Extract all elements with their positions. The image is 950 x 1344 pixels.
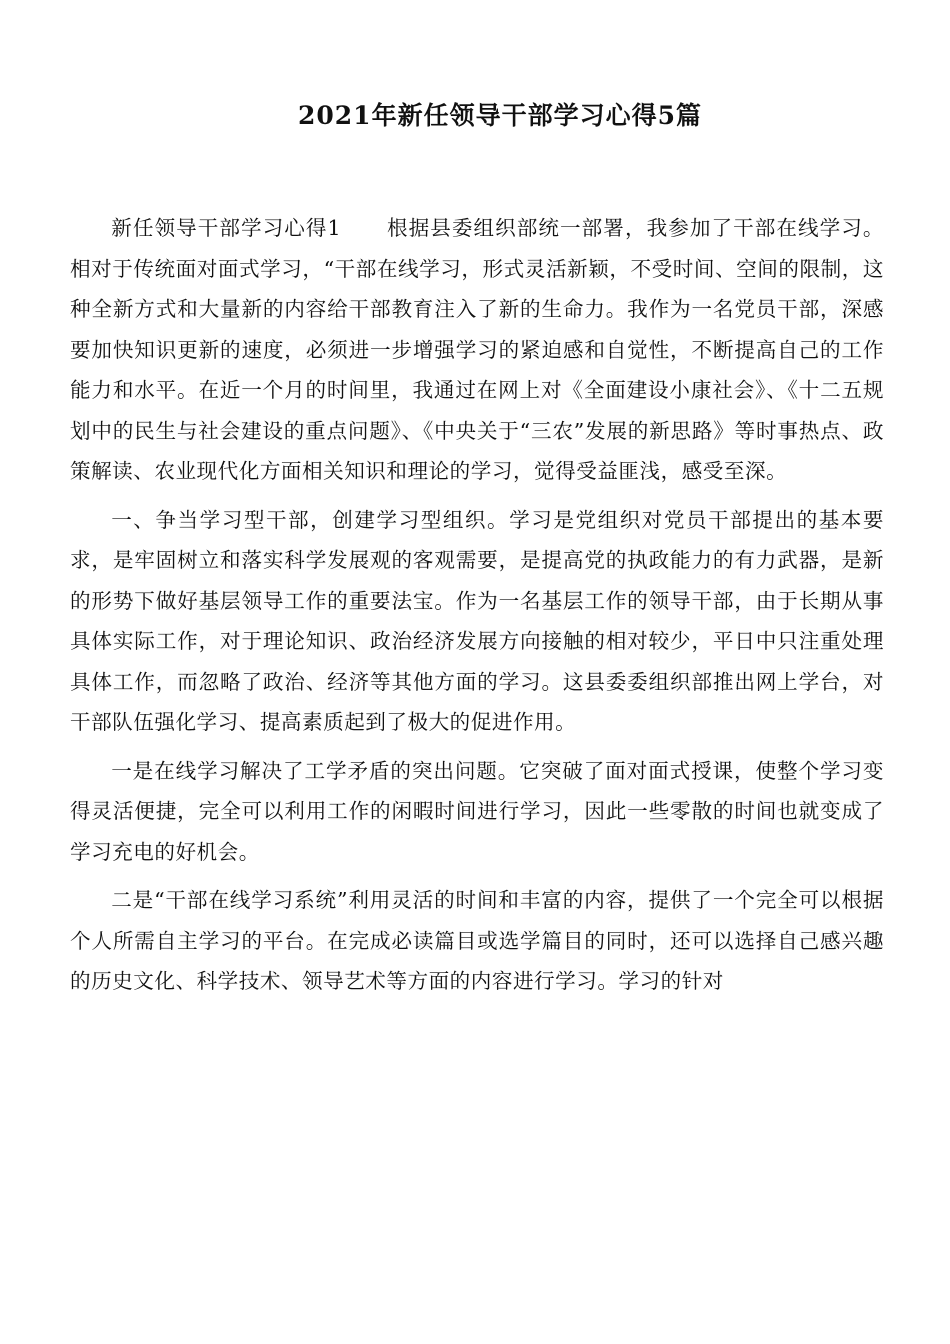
paragraph-3: 一是在线学习解决了工学矛盾的突出问题。它突破了面对面式授课，使整个学习变得灵活便捷，完全可以利用工作的闲暇时间进行学习，因此一些零散的时间也就变成了学习充电的好机会。 [70,758,884,864]
paragraph-4: 二是“干部在线学习系统”利用灵活的时间和丰富的内容，提供了一个完全可以根据个人所需自主学习的平台。在完成必读篇目或选学篇目的同时，还可以选择自己感兴趣的历史文化、科学技术、领导艺术等方面的内容进行学习。学习的针对 [70,888,884,993]
paragraph-1 [70,208,884,492]
paragraph-1-text: 根据县委组织部统一部署，我参加了干部在线学习。相对于传统面对面式学习，“干部在线学习，形式灵活新颖，不受时间、空间的限制，这种全新方式和大量新的内容给干部教育注入了新的生命力。我作为一名党员干部，深感要加快知识更新的速度，必须进一步增强学习的紧迫感和自觉性，不断提高自己的工作能力和水平。在近一个月的时间里，我通过在网上对《全面建设小康社会》、《十二五规划中的民生与社会建设的重点问题》、《中央关于“三农”发展的新思路》等时事热点、政策解读、农业现代化方面相关知识和理论的学习，觉得受益匪浅，感受至深。 [70,216,884,483]
document-body [70,208,884,1010]
document-title: 2021年新任领导干部学习心得5篇 [298,101,702,130]
paragraph-2: 一、争当学习型干部，创建学习型组织。学习是党组织对党员干部提出的基本要求，是牢固树立和落实科学发展观的客观需要，是提高党的执政能力的有力武器，是新的形势下做好基层领导工作的重要法宝。作为一名基层工作的领导干部，由于长期从事具体实际工作，对于理论知识、政治经济发展方向接触的相对较少，平日中只注重处理具体工作，而忽略了政治、经济等其他方面的学习。这县委委组织部推出网上学台，对干部队伍强化学习、提高素质起到了极大的促进作用。 [70,507,884,734]
paragraph-1-heading: 新任领导干部学习心得1 [111,216,342,240]
